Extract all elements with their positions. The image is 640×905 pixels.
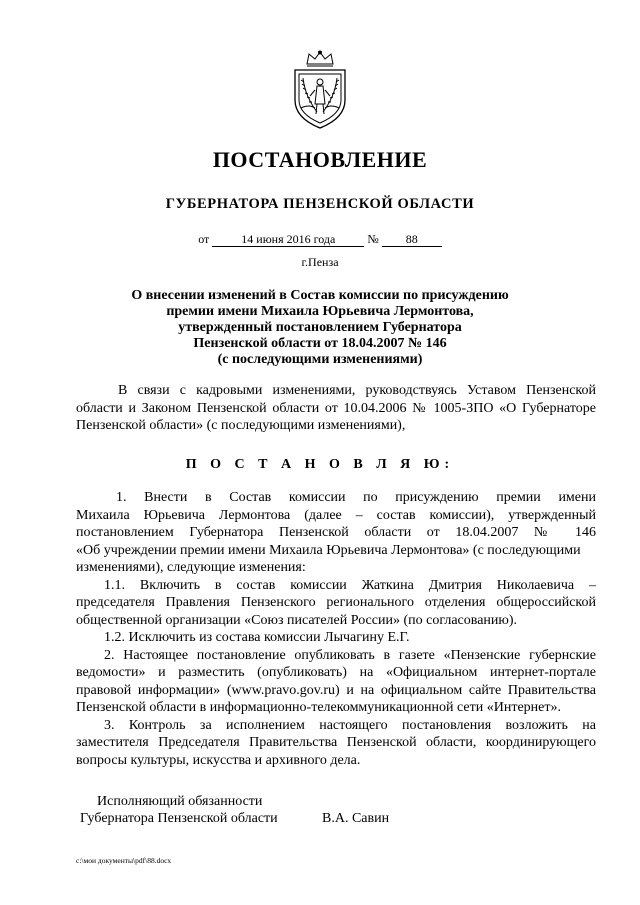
heading-line: (с последующими изменениями)	[217, 352, 423, 367]
body-line: «Об учреждении премии имени Михаила Юрьевича Лермонтова» (с последующими	[76, 542, 581, 558]
body-line: 1.1. Включить в состав комиссии Жаткина Дмитрия Николаевича –	[104, 577, 596, 593]
document-number: 88	[382, 233, 442, 247]
signature-position-line1: Исполняющий обязанности	[97, 794, 263, 809]
penza-coat-of-arms-icon	[287, 50, 353, 130]
date-prefix: от	[198, 232, 210, 246]
footer-file-path: c:\мои документы\pdf\88.docx	[76, 856, 172, 865]
body-line: ведомости» и разместить (опубликовать) на «Официальном интернет-портале	[76, 665, 596, 680]
number-sign: №	[367, 232, 379, 246]
body-line: правовой информации» (www.pravo.gov.ru) и на официальном сайте Правительства	[76, 682, 596, 698]
body-line: 1.2. Исключить из состава комиссии Лычагину Е.Г.	[104, 630, 410, 645]
date-line	[0, 232, 640, 247]
preamble	[76, 382, 596, 435]
body-line: постановлением Губернатора Пензенской области от 18.04.2007 № 146	[76, 525, 596, 540]
body-line: изменениями), следующие изменения:	[76, 560, 306, 575]
document-city: г.Пенза	[301, 255, 339, 269]
preamble-line: области и Законом Пензенской области от 10.04.2006 № 1005-ЗПО «О Губернаторе	[76, 400, 596, 416]
body-line: вопросы культуры, искусства и архивного дела.	[76, 752, 361, 768]
body-line: 2. Настоящее постановление опубликовать в газете «Пензенские губернские	[104, 647, 596, 663]
issuing-authority: ГУБЕРНАТОРА ПЕНЗЕНСКОЙ ОБЛАСТИ	[165, 196, 475, 212]
preamble-line: В связи с кадровыми изменениями, руководствуясь Уставом Пензенской	[118, 383, 596, 398]
heading-line: Пензенской области от 18.04.2007 № 146	[193, 336, 447, 351]
document-title: ПОСТАНОВЛЕНИЕ	[212, 147, 428, 172]
signatory-name: В.А. Савин	[322, 811, 390, 826]
body-line: Михаила Юрьевича Лермонтова (далее – состав комиссии), утвержденный	[76, 507, 596, 523]
document-heading	[80, 288, 560, 368]
document-date: 14 июня 2016 года	[212, 233, 364, 247]
body-line: Пензенской области в информационно-телекоммуникационной сети «Интернет».	[76, 700, 562, 715]
heading-line: утвержденный постановлением Губернатора	[178, 320, 462, 335]
body-line: заместителя Председателя Правительства Пензенской области, координирующего	[76, 735, 596, 750]
heading-line: О внесении изменений в Состав комиссии по присуждению	[131, 288, 509, 303]
body-line: 1. Внести в Состав комиссии по присуждению премии имени	[116, 490, 596, 505]
body-line: 3. Контроль за исполнением настоящего постановления возложить на	[104, 717, 596, 733]
body-line: председателя Правления Пензенского регионального отделения общероссийской	[76, 595, 596, 610]
document-body	[76, 489, 596, 769]
decree-word: П О С Т А Н О В Л Я Ю:	[185, 457, 455, 472]
heading-line: премии имени Михаила Юрьевича Лермонтова,	[166, 304, 474, 319]
body-line: общественной организации «Союз писателей России» (по согласованию).	[76, 612, 518, 628]
preamble-line: Пензенской области» (с последующими изменениями),	[76, 418, 406, 433]
signature-position-line2: Губернатора Пензенской области	[80, 811, 278, 826]
